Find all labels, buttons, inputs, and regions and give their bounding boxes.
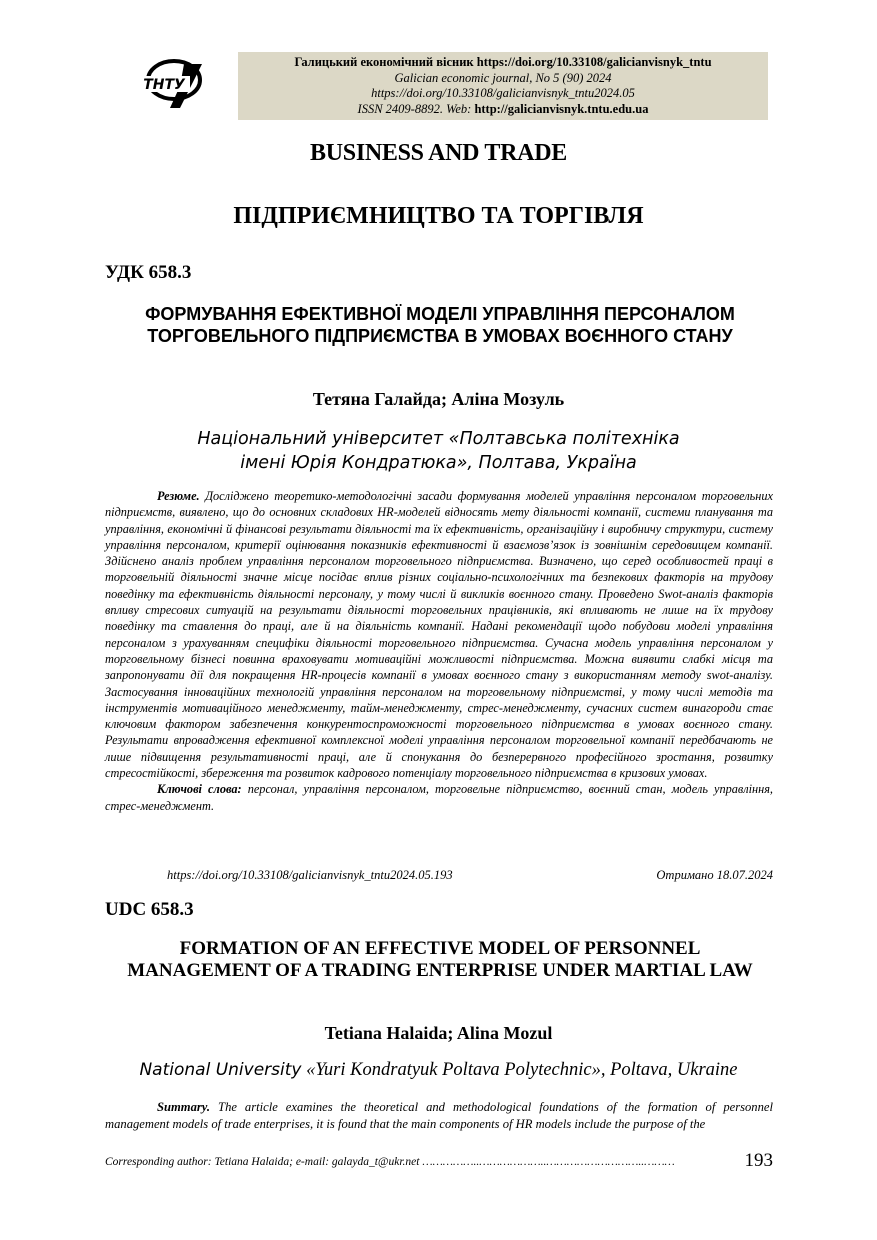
page-number: 193 <box>744 1150 773 1171</box>
abstract-text: Досліджено теоретико-методологічні засади формування моделей управління персоналом торговельних підприємств, виявлено, що до основних складових HR-моделей відносять мету діяльності компанії, системи планування та управління, економічні й фінансові результати діяльності та їх ефективність, організаційну і виробничу структури, систему управління персоналом, критерії оцінювання показників ефективності й взаємозв’язок із зовнішнім середовищем компанії. Здійснено аналіз проблем управління персоналом торговельного підприємства. Визначено, що серед особливостей праці в торговельній діяльності значне місце посідає вплив різних соціально-психологічних та безпекових факторів на трудову поведінку та ефективність діяльності персоналу, у тому числі й викликів воєнного стану. Проведено Swot-аналіз факторів впливу стресових ситуацій на результати діяльності торговельних працівників, які впливають не лише на їх трудову поведінку та ставлення до праці, але й на діяльність компанії. Надані рекомендації щодо побудови моделі управління персоналом з урахуванням специфіки діяльності торговельного підприємства. Сучасна модель управління персоналом у торговельному бізнесі повинна враховувати мотиваційні можливості підприємства. Можна виявити слабкі місця та запропонувати дії для покращення HR-процесів компанії в умовах воєнного стану з використанням методу swot-аналізу. Застосування інноваційних технологій управління персоналом на торговельному підприємстві, у тому числі методів та інструментів мотиваційного менеджменту, тайм-менеджменту, стрес-менеджменту, сучасних систем винагороди стає ключовим фактором забезпечення конкурентоспроможності торговельного підприємства в умовах воєнного стану. Результати впровадження ефективної комплексної моделі управління персоналом торговельної компанії передбачають не лише підвищення результативності праці, але й спонукання до безперервного професійного зростання, розвитку стресостійкості, збереження та розвиток кадрового потенціалу торговельного підприємства в кризових умовах. <box>105 489 773 781</box>
section-title-ua: ПІДПРИЄМНИЦТВО ТА ТОРГІВЛЯ <box>233 203 644 229</box>
udk-code: УДК 658.3 <box>105 262 192 283</box>
article-doi-link[interactable]: https://doi.org/10.33108/galicianvisnyk_tntu2024.05.193 <box>167 868 453 882</box>
journal-issn: ISSN 2409-8892. Web: <box>357 101 475 116</box>
udc-code: UDC 658.3 <box>105 899 194 920</box>
abstract-ua <box>105 488 773 814</box>
journal-doi-link[interactable]: https://doi.org/10.33108/galicianvisnyk_tntu <box>476 55 712 69</box>
received-date: Отримано 18.07.2024 <box>656 868 773 882</box>
affiliation-en <box>0 1060 877 1081</box>
affiliation-ua-line1: Національний університет «Полтавська політехніка <box>197 429 680 449</box>
abstract-label: Резюме. <box>157 489 200 503</box>
authors-ua: Тетяна Галайда; Аліна Мозуль <box>312 389 565 409</box>
journal-header <box>130 52 770 122</box>
journal-name: Галицький економічний вісник <box>294 55 477 69</box>
article-title-ua: ФОРМУВАННЯ ЕФЕКТИВНОЇ МОДЕЛІ УПРАВЛІННЯ ПЕРСОНАЛОМ ТОРГОВЕЛЬНОГО ПІДПРИЄМСТВА В УМОВАХ ВОЄННОГО СТАНУ <box>145 304 735 346</box>
summary-label: Summary. <box>157 1100 211 1114</box>
affiliation-ua-line2: імені Юрія Кондратюка», Полтава, Україна <box>240 453 637 473</box>
article-title-en: FORMATION OF AN EFFECTIVE MODEL OF PERSONNEL MANAGEMENT OF A TRADING ENTERPRISE UNDER MARTIAL LAW <box>127 938 753 981</box>
keywords-text: персонал, управління персоналом, торговельне підприємство, воєнний стан, модель управління, стрес-менеджмент. <box>105 782 773 813</box>
section-title-en: BUSINESS AND TRADE <box>310 140 567 166</box>
summary-en <box>105 1099 773 1132</box>
corresponding-author: Corresponding author: Tetiana Halaida; e-mail: galayda_t@ukr.net ……………..………………..………………………..……… <box>105 1156 675 1168</box>
page-footer <box>105 1150 773 1174</box>
svg-text:ТНТУ: ТНТУ <box>143 77 185 93</box>
summary-text: The article examines the theoretical and methodological foundations of the formation of personnel management models of trade enterprises, it is found that the main components of HR models include the purpose of the <box>105 1100 773 1131</box>
affiliation-en-university: National University <box>139 1060 302 1080</box>
journal-info-box <box>238 52 768 120</box>
journal-web-link[interactable]: http://galicianvisnyk.tntu.edu.ua <box>474 101 649 116</box>
issue-doi-link[interactable]: https://doi.org/10.33108/galicianvisnyk_tntu2024.05 <box>371 86 635 100</box>
affiliation-en-rest: «Yuri Kondratyuk Poltava Polytechnic», Poltava, Ukraine <box>301 1060 738 1080</box>
university-logo-icon <box>136 56 206 112</box>
authors-en: Tetiana Halaida; Alina Mozul <box>324 1023 553 1043</box>
keywords-label: Ключові слова: <box>157 782 242 797</box>
journal-issue: Galician economic journal, No 5 (90) 2024 <box>394 70 612 85</box>
affiliation-ua <box>0 427 877 475</box>
